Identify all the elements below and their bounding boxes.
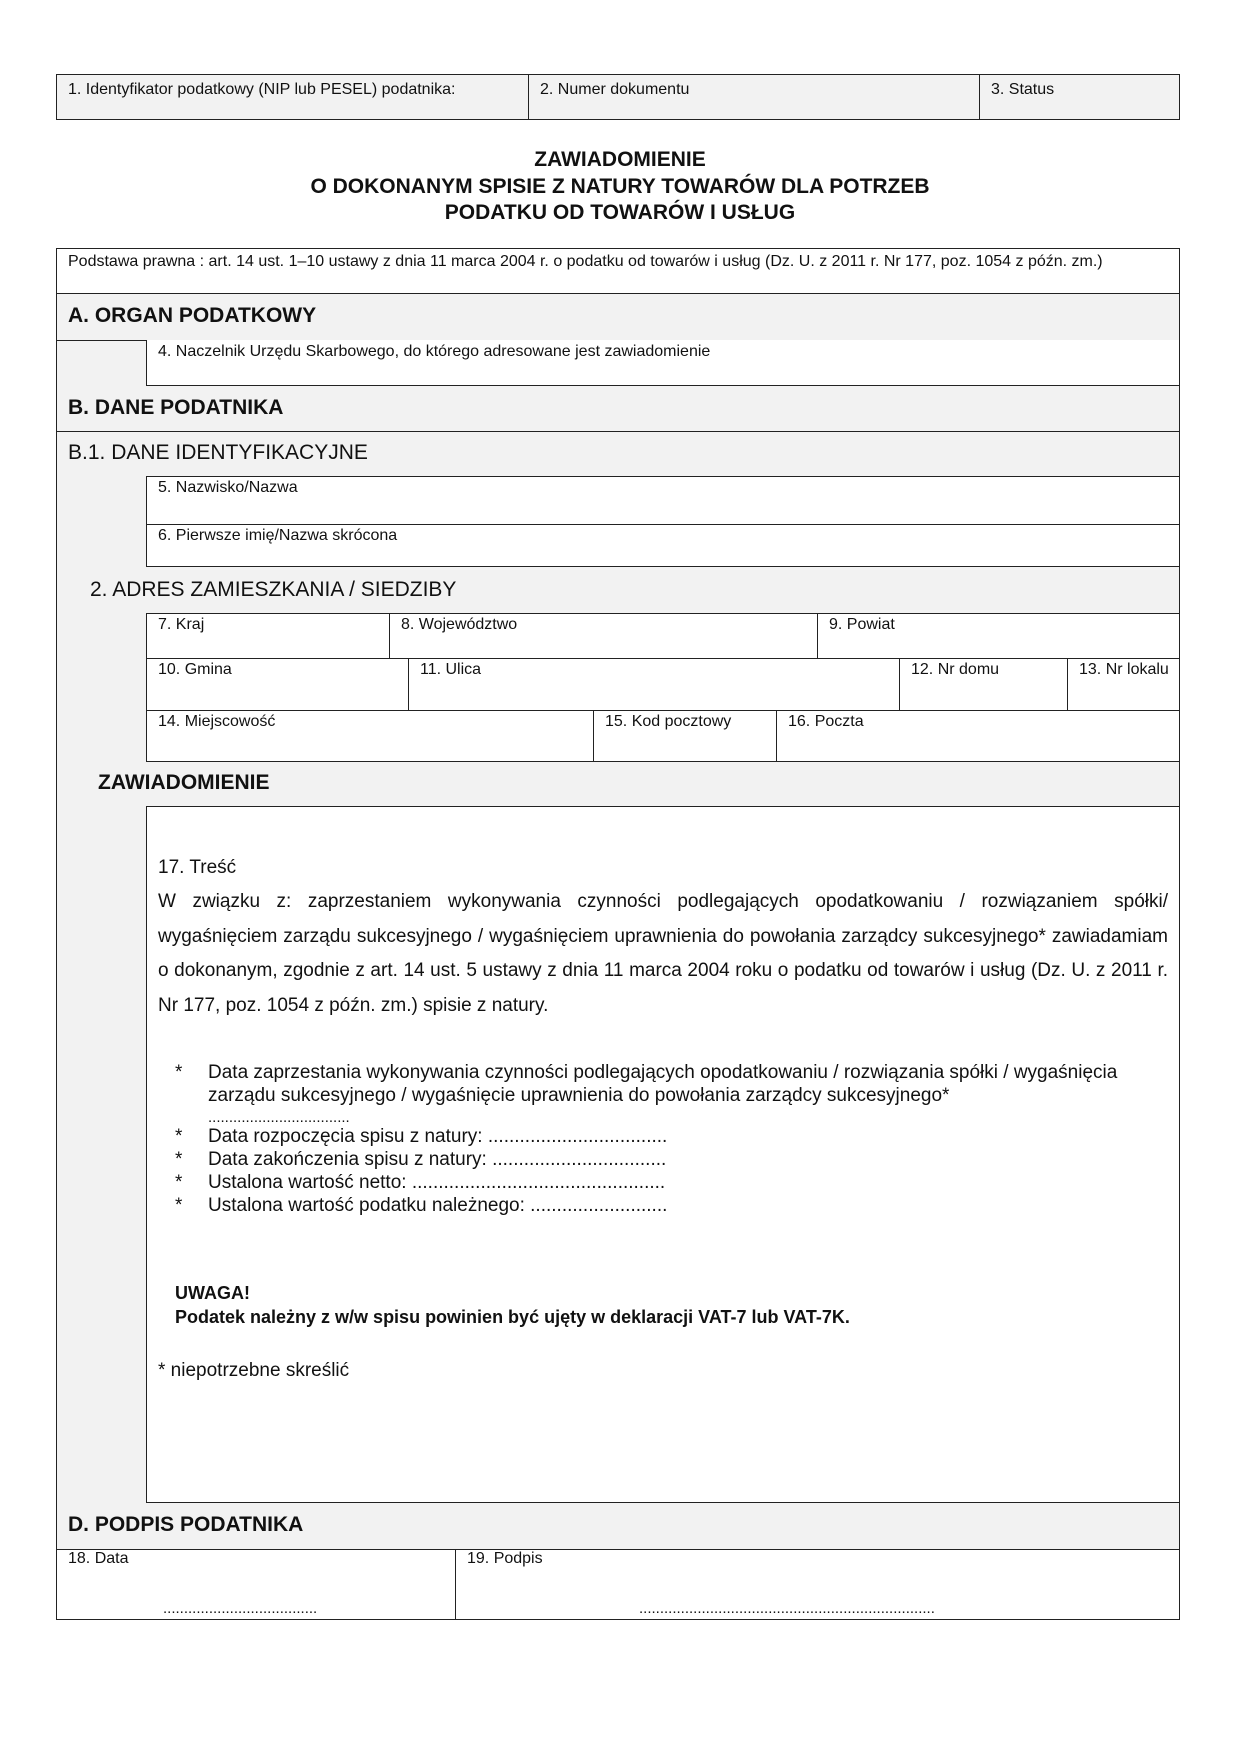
signature-row xyxy=(57,1549,1179,1619)
signature-field[interactable] xyxy=(456,1550,1179,1620)
notification-paragraph: W związku z: zaprzestaniem wykonywania czynności podlegających opodatkowaniu / rozwiązaniem spółki/ wygaśnięciem zarządu sukcesyjnego / wygaśnięciem uprawnienia do powołania zarządcy sukcesyjnego* zawiadamiam o dokonanym, zgodnie z art. 14 ust. 5 ustawy z dnia 11 marca 2004 roku o podatku od towarów i usług (Dz. U. z 2011 r. Nr 177, poz. 1054 z późn. zm.) spisie z natury. xyxy=(158,891,1168,1016)
post-office-label: 16. Poczta xyxy=(788,713,864,730)
content-label: 17. Treść xyxy=(158,857,237,878)
country-field[interactable] xyxy=(147,614,390,659)
city-field[interactable] xyxy=(147,711,594,761)
country-label: 7. Kraj xyxy=(158,616,205,633)
post-office-field[interactable] xyxy=(777,711,1178,761)
city-label: 14. Miejscowość xyxy=(158,713,276,730)
inventory-end-date[interactable]: Data zakończenia spisu z natury: ................................. xyxy=(208,1149,667,1170)
legal-basis-text: Podstawa prawna : art. 14 ust. 1–10 ustawy z dnia 11 marca 2004 r. o podatku od towarów i usług (Dz. U. z 2011 r. Nr 177, poz. 1054 z późn. zm.) xyxy=(68,253,1103,270)
date-field[interactable] xyxy=(57,1550,456,1620)
address-row-1 xyxy=(146,613,1179,659)
street-label: 11. Ulica xyxy=(420,661,482,678)
taxpayer-id-label: 1. Identyfikator podatkowy (NIP lub PESEL) podatnika: xyxy=(68,81,456,98)
form-title-line-3: PODATKU OD TOWARÓW I USŁUG xyxy=(444,201,796,224)
list-item: * Data zaprzestania wykonywania czynności podlegających opodatkowaniu / rozwiązania spółki / wygaśnięcia zarządu sukcesyjnego / wygaśnięcie uprawnienia do powołania zarządcy sukcesyjnego* .................................. xyxy=(175,1061,1165,1125)
section-b-divider xyxy=(57,431,1179,432)
municipality-field[interactable] xyxy=(147,659,409,710)
county-label: 9. Powiat xyxy=(829,616,895,633)
details-list xyxy=(175,1061,1165,1217)
signature-label: 19. Podpis xyxy=(467,1550,543,1567)
apartment-number-field[interactable] xyxy=(1068,659,1178,710)
notice-text: Podatek należny z w/w spisu powinien być ujęty w deklaracji VAT-7 lub VAT-7K. xyxy=(175,1307,850,1327)
cessation-date-text: Data zaprzestania wykonywania czynności podlegających opodatkowaniu / rozwiązania spółki / wygaśnięcia zarządu sukcesyjnego / wygaśnięcie uprawnienia do powołania zarządcy sukcesyjnego* xyxy=(208,1062,1118,1106)
net-value[interactable]: Ustalona wartość netto: ................................................ xyxy=(208,1172,666,1193)
section-c-title: ZAWIADOMIENIE xyxy=(98,771,270,794)
document-number-label: 2. Numer dokumentu xyxy=(540,81,690,98)
section-d-title: D. PODPIS PODATNIKA xyxy=(68,1513,304,1536)
inventory-start-date[interactable]: Data rozpoczęcia spisu z natury: .................................. xyxy=(208,1126,668,1147)
cessation-date-fill[interactable]: .................................. xyxy=(208,1109,350,1126)
form-body xyxy=(56,248,1180,1620)
county-field[interactable] xyxy=(818,614,1178,659)
list-item: * Data rozpoczęcia spisu z natury: .................................. xyxy=(175,1125,1165,1148)
first-name-label: 6. Pierwsze imię/Nazwa skrócona xyxy=(158,527,398,544)
surname-label: 5. Nazwisko/Nazwa xyxy=(158,479,298,496)
footnote: * niepotrzebne skreślić xyxy=(158,1360,350,1381)
address-title: 2. ADRES ZAMIESZKANIA / SIEDZIBY xyxy=(90,578,457,601)
list-item: * Data zakończenia spisu z natury: ................................. xyxy=(175,1148,1165,1171)
address-row-3 xyxy=(146,711,1179,762)
header-table xyxy=(56,74,1180,120)
form-title-line-1: ZAWIADOMIENIE xyxy=(534,148,706,171)
date-fill: ..................................... xyxy=(163,1600,318,1617)
section-a-title: A. ORGAN PODATKOWY xyxy=(68,304,317,327)
notification-content-box[interactable] xyxy=(146,806,1179,1503)
document-number-field[interactable] xyxy=(529,75,980,119)
surname-field[interactable] xyxy=(146,476,1179,525)
list-item: * Ustalona wartość podatku należnego: .......................... xyxy=(175,1194,1165,1217)
postal-code-label: 15. Kod pocztowy xyxy=(605,713,732,730)
house-number-label: 12. Nr domu xyxy=(911,661,1000,678)
form-title-line-2: O DOKONANYM SPISIE Z NATURY TOWARÓW DLA POTRZEB xyxy=(310,175,930,198)
apartment-number-label: 13. Nr lokalu xyxy=(1079,661,1169,678)
list-item: * Ustalona wartość netto: ................................................ xyxy=(175,1171,1165,1194)
first-name-field[interactable] xyxy=(146,525,1179,567)
postal-code-field[interactable] xyxy=(594,711,777,761)
voivodeship-field[interactable] xyxy=(390,614,818,659)
tax-office-field[interactable] xyxy=(146,340,1179,386)
voivodeship-label: 8. Województwo xyxy=(401,616,518,633)
address-row-2 xyxy=(146,659,1179,711)
section-b1-title: B.1. DANE IDENTYFIKACYJNE xyxy=(68,441,368,464)
status-label: 3. Status xyxy=(991,81,1055,98)
tax-office-label: 4. Naczelnik Urzędu Skarbowego, do którego adresowane jest zawiadomienie xyxy=(158,343,711,360)
signature-fill: ....................................................................... xyxy=(639,1600,935,1617)
house-number-field[interactable] xyxy=(900,659,1068,710)
status-field[interactable] xyxy=(980,75,1180,119)
municipality-label: 10. Gmina xyxy=(158,661,232,678)
section-b-title: B. DANE PODATNIKA xyxy=(68,396,284,419)
legal-basis-box xyxy=(57,249,1179,294)
street-field[interactable] xyxy=(409,659,900,710)
notice-heading: UWAGA! xyxy=(175,1283,250,1303)
taxpayer-id-field[interactable] xyxy=(57,75,529,119)
tax-due-value[interactable]: Ustalona wartość podatku należnego: .......................... xyxy=(208,1195,668,1216)
date-label: 18. Data xyxy=(68,1550,129,1567)
